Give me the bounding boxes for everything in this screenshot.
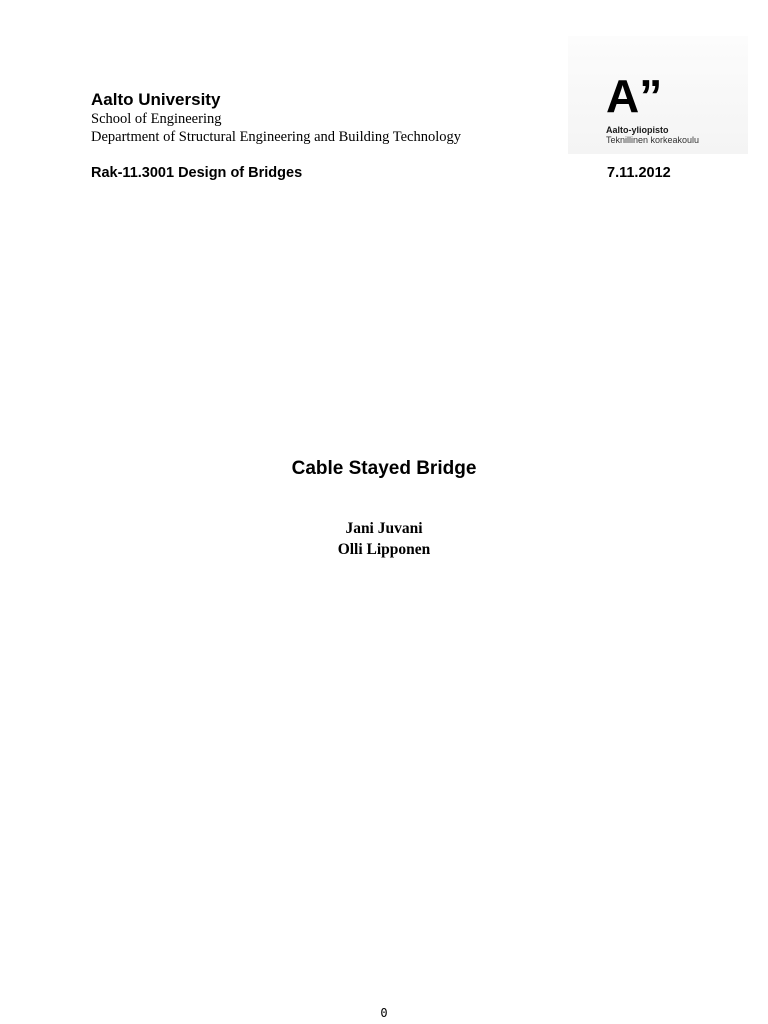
university-name: Aalto University	[91, 90, 221, 109]
page-number: 0	[380, 1006, 388, 1020]
department-name: Department of Structural Engineering and Building Technology	[91, 129, 461, 145]
document-date: 7.11.2012	[607, 165, 671, 181]
document-title: Cable Stayed Bridge	[291, 458, 477, 479]
institution-header	[91, 90, 461, 146]
author-name: Olli Lipponen	[337, 541, 431, 558]
course-title: Rak-11.3001 Design of Bridges	[91, 165, 303, 181]
author-name: Jani Juvani	[345, 520, 423, 537]
logo-text-secondary: Teknillinen korkeakoulu	[606, 135, 700, 145]
logo-text-primary: Aalto-yliopisto	[606, 125, 669, 135]
aalto-logo	[568, 36, 748, 154]
logo-mark-text: A”	[606, 72, 663, 120]
school-name: School of Engineering	[91, 111, 222, 127]
aalto-logo-icon	[606, 72, 678, 120]
author-list	[0, 518, 768, 560]
